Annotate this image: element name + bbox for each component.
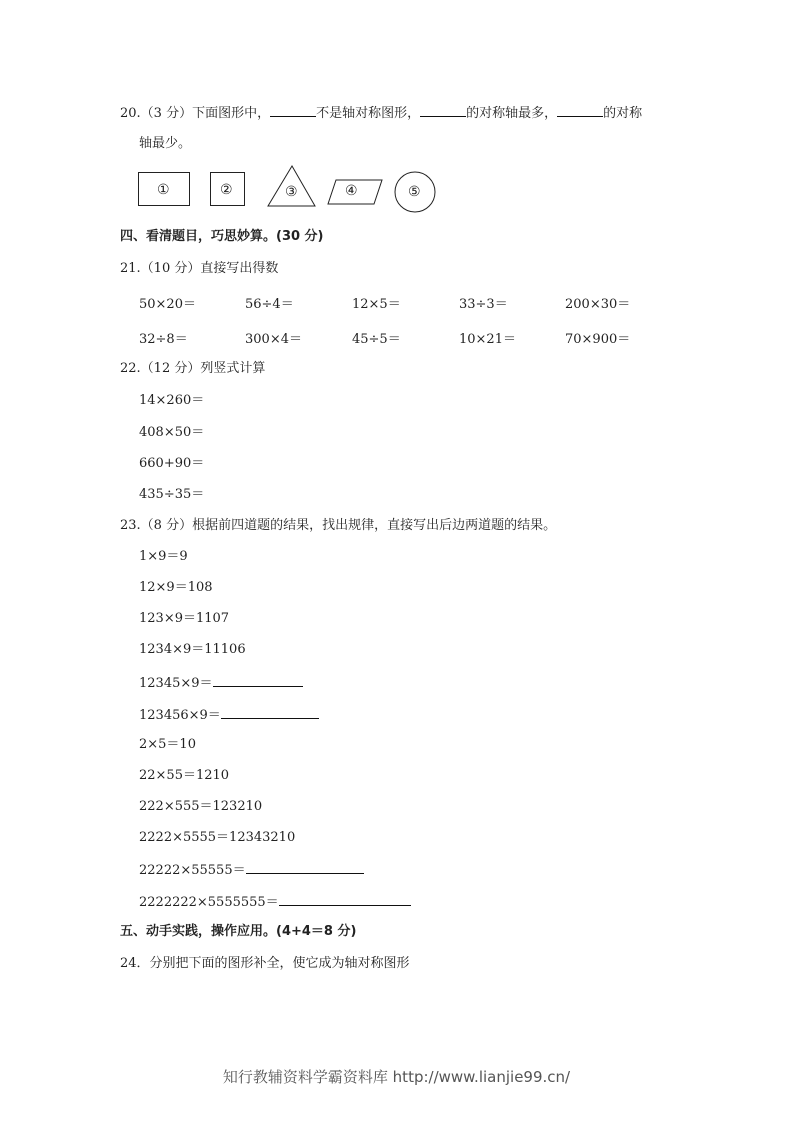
q21-item: 70×900＝ [565, 332, 631, 347]
q23-item: 22×55＝1210 [139, 768, 230, 783]
q22-item: 408×50＝ [139, 425, 205, 440]
q22-item: 660+90＝ [139, 456, 205, 471]
shape-label-2: ② [220, 182, 233, 198]
q23-item: 1×9＝9 [139, 549, 188, 564]
shape-label-5: ⑤ [408, 184, 421, 200]
q23-expression: 12345×9＝ [139, 676, 213, 691]
q23-item: 2×5＝10 [139, 737, 196, 752]
q23-title: 23.（8 分）根据前四道题的结果，找出规律，直接写出后边两道题的结果。 [120, 518, 557, 533]
q21-item: 10×21＝ [459, 332, 516, 347]
q22-title: 22.（12 分）列竖式计算 [120, 361, 266, 376]
q21-item: 32÷8＝ [139, 332, 188, 347]
q21-item: 200×30＝ [565, 297, 631, 312]
section-5-heading: 五、动手实践，操作应用。(4+4＝8 分) [120, 924, 357, 939]
q21-item: 300×4＝ [245, 332, 302, 347]
q21-item: 12×5＝ [352, 297, 401, 312]
answer-blank-3[interactable] [557, 104, 603, 117]
q23-item-with-blank [139, 893, 411, 911]
q23-expression: 22222×55555＝ [139, 863, 246, 878]
q22-item: 14×260＝ [139, 393, 205, 408]
section-4-heading: 四、看清题目，巧思妙算。(30 分) [120, 229, 324, 244]
q23-item: 12×9＝108 [139, 580, 213, 595]
answer-blank-1[interactable] [270, 104, 316, 117]
q20-prefix: 20.（3 分）下面图形中， [120, 106, 271, 121]
answer-blank-5[interactable] [221, 706, 319, 719]
q23-item-with-blank [139, 861, 364, 879]
footer-watermark: 知行教辅资料学霸资料库 http://www.lianjie99.cn/ [222, 1068, 571, 1086]
q20-shapes-figure [0, 160, 793, 220]
shape-label-4: ④ [345, 183, 358, 199]
q24-title: 24．分别把下面的图形补全，使它成为轴对称图形 [120, 956, 410, 971]
q23-item-with-blank [139, 674, 303, 692]
q21-item: 56÷4＝ [245, 297, 294, 312]
q20-part2: 的对称轴最多， [466, 106, 558, 121]
answer-blank-6[interactable] [246, 861, 364, 874]
q23-item: 123×9＝1107 [139, 611, 230, 626]
shape-label-3: ③ [285, 184, 298, 200]
q21-title: 21.（10 分）直接写出得数 [120, 261, 279, 276]
q23-item: 1234×9＝11106 [139, 642, 246, 657]
q23-item: 222×555＝123210 [139, 799, 263, 814]
q20-line2: 轴最少。 [139, 136, 192, 151]
q23-expression: 2222222×5555555＝ [139, 895, 279, 910]
q23-item: 2222×5555＝12343210 [139, 830, 296, 845]
q22-item: 435÷35＝ [139, 487, 205, 502]
q21-item: 45÷5＝ [352, 332, 401, 347]
q23-item-with-blank [139, 706, 319, 724]
q23-expression: 123456×9＝ [139, 708, 221, 723]
answer-blank-4[interactable] [213, 674, 303, 687]
q21-item: 50×20＝ [139, 297, 196, 312]
answer-blank-7[interactable] [279, 893, 411, 906]
answer-blank-2[interactable] [420, 104, 466, 117]
q20-part1: 不是轴对称图形， [316, 106, 421, 121]
q20-line1 [120, 104, 642, 122]
shape-label-1: ① [157, 182, 170, 198]
q20-part3: 的对称 [603, 106, 643, 121]
q21-item: 33÷3＝ [459, 297, 508, 312]
